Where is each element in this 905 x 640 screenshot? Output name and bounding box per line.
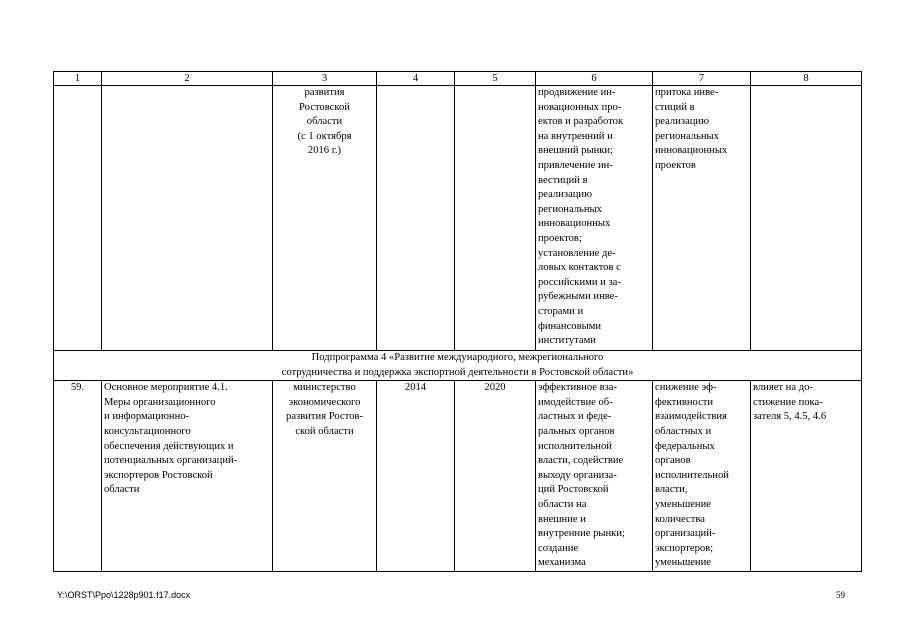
cell-empty: [54, 86, 102, 351]
cell-activity: Основное мероприятие 4.1. Меры организационного и информационно- консультационного обеспечения действующих и потенциальных организаций- экспортеров Ростовской области: [102, 381, 273, 572]
cell-empty: [377, 86, 455, 351]
cell-expected-result: эффективное вза- имодействие об- ластных и феде- ральных органов исполнительной власти, содействие выходу организа- ций Ростовской области на внешние и внутренние рынки; создание механизма: [536, 381, 653, 572]
file-path: Y:\ORST\Ppo\1228p901.f17.docx: [57, 590, 191, 600]
cell-indicator-link: влияет на до- стижение пока- зателя 5, 4.5, 4.6: [751, 381, 862, 572]
cell-empty: [751, 86, 862, 351]
cell-executor: министерство экономического развития Ростов- ской области: [273, 381, 377, 572]
subprogram-title: Подпрограмма 4 «Развитие международного, межрегионального сотрудничества и поддержка экспортной деятельности в Ростовской области»: [54, 351, 862, 381]
program-table: [53, 71, 862, 572]
cell-consequences: снижение эф- фективности взаимодействия областных и федеральных органов исполнительной власти, уменьшение количества организаций- экспортеров; уменьшение: [653, 381, 751, 572]
cell-start-year: 2014: [377, 381, 455, 572]
table-row-59: [54, 381, 862, 572]
cell-consequences: притока инве- стиций в реализацию региональных инновационных проектов: [653, 86, 751, 351]
cell-row-number: 59.: [54, 381, 102, 572]
col-header-7: 7: [653, 72, 751, 86]
col-header-2: 2: [102, 72, 273, 86]
col-header-8: 8: [751, 72, 862, 86]
cell-end-year: 2020: [455, 381, 536, 572]
col-header-3: 3: [273, 72, 377, 86]
cell-expected-result: продвижение ин- новационных про- ектов и разработок на внутренний и внешний рынки; привлечение ин- вестиций в реализацию региональных инновационных проектов; установление де- ловых контактов с российскими и за- рубежными инве- сторами и финансовыми институтами: [536, 86, 653, 351]
cell-empty: [455, 86, 536, 351]
section-row: [54, 351, 862, 381]
col-header-6: 6: [536, 72, 653, 86]
cell-executor: развития Ростовской области (с 1 октября 2016 г.): [273, 86, 377, 351]
col-header-1: 1: [54, 72, 102, 86]
table-row-continued: [54, 86, 862, 351]
page-number: 59: [836, 590, 845, 600]
column-number-row: [54, 72, 862, 86]
col-header-4: 4: [377, 72, 455, 86]
cell-empty: [102, 86, 273, 351]
col-header-5: 5: [455, 72, 536, 86]
